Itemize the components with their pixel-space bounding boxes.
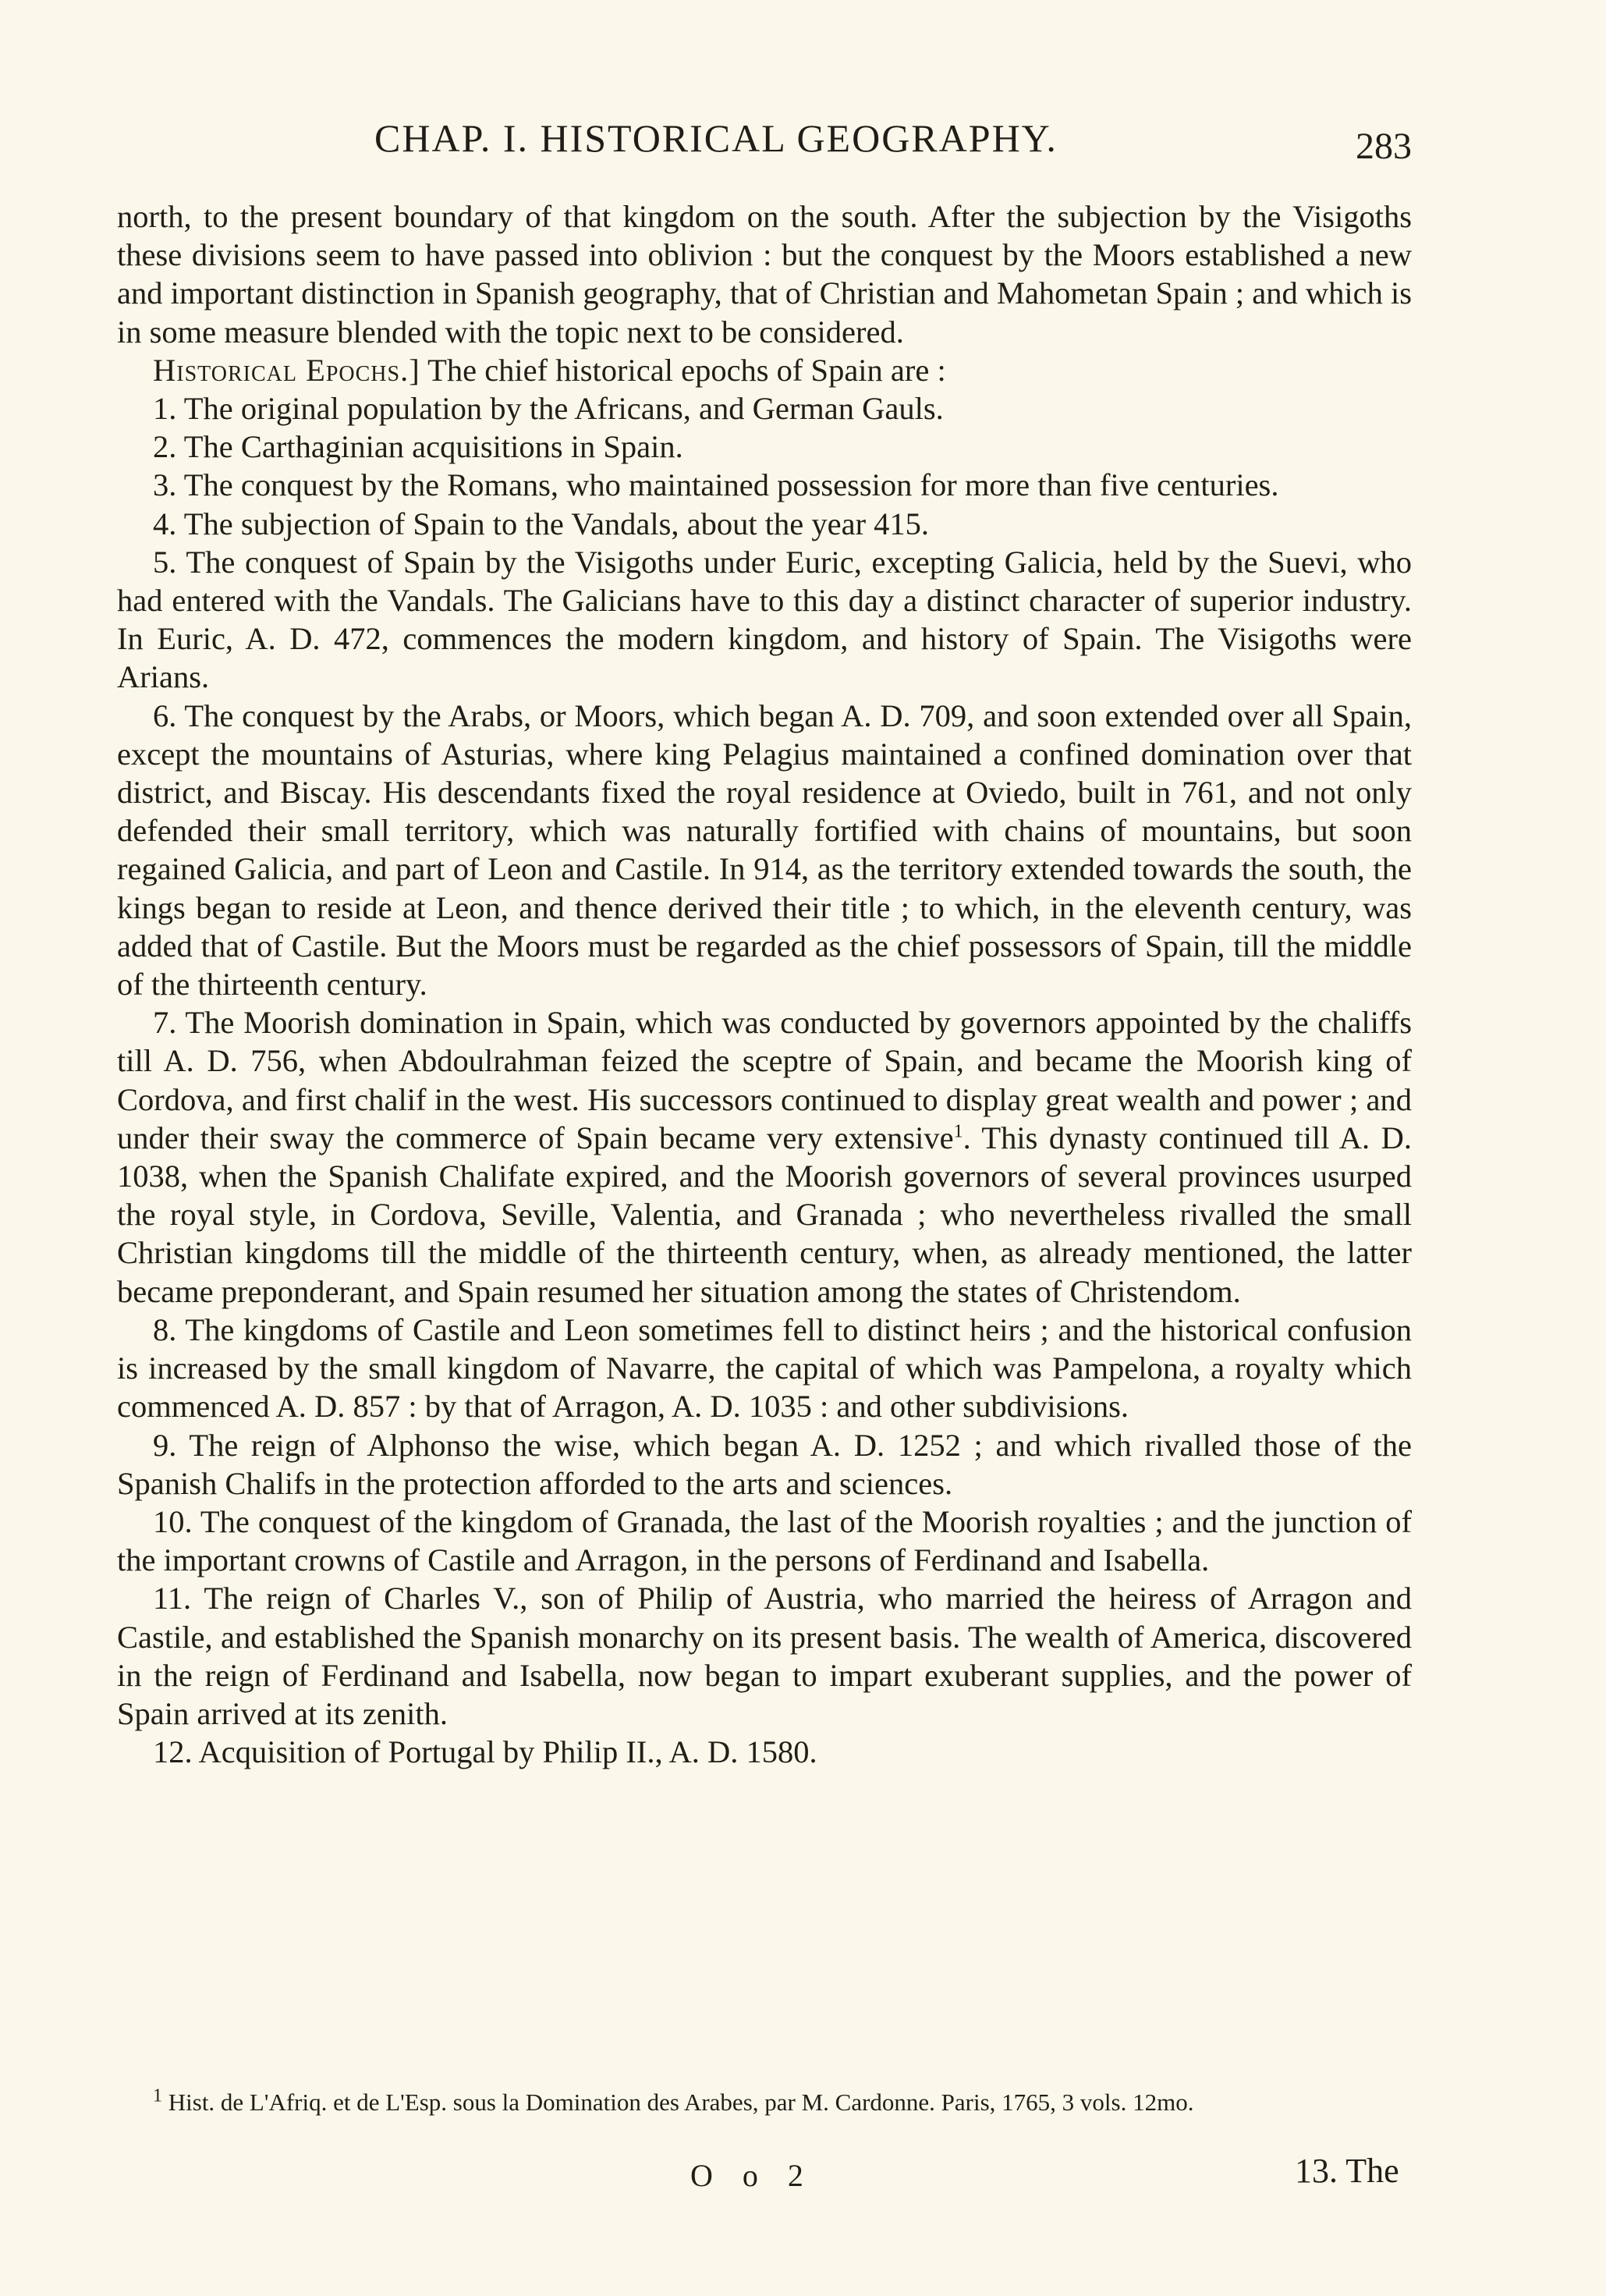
epoch-item-2: 2. The Carthaginian acquisitions in Spain. bbox=[153, 429, 683, 465]
section-lead: The chief historical epochs of Spain are : bbox=[427, 352, 946, 388]
epoch-item-12: 12. Acquisition of Portugal by Philip II., A. D. 1580. bbox=[153, 1734, 817, 1770]
printer-signature: O o 2 bbox=[690, 2158, 814, 2193]
main-text bbox=[117, 197, 1412, 1771]
epoch-item-9: 9. The reign of Alphonso the wise, which began A. D. 1252 ; and which rivalled those of the Spanish Chalifs in the protection afforded to the arts and sciences. bbox=[117, 1427, 1412, 1501]
intro-paragraph: north, to the present boundary of that kingdom on the south. After the subjection by the Visigoths these divisions seem to have passed into oblivion : but the conquest by the Moors established a new and important distinction in Spanish geography, that of Christian and Mahometan Spain ; and which is in some measure blended with the topic next to be considered. bbox=[117, 199, 1412, 350]
epoch-item-8: 8. The kingdoms of Castile and Leon sometimes fell to distinct heirs ; and the historical confusion is increased by the small kingdom of Navarre, the capital of which was Pampelona, a royalty which commenced A. D. 857 : by that of Arragon, A. D. 1035 : and other subdivisions. bbox=[117, 1311, 1412, 1425]
epoch-item-7 bbox=[117, 1003, 1412, 1311]
epoch-item-5: 5. The conquest of Spain by the Visigoths under Euric, excepting Galicia, held by the Suevi, who had entered with the Vandals. The Galicians have to this day a distinct character of superior industry. In Euric, A. D. 472, commences the modern kingdom, and history of Spain. The Visigoths were Arians. bbox=[117, 544, 1412, 695]
page-number: 283 bbox=[1356, 126, 1412, 167]
epoch-item-4: 4. The subjection of Spain to the Vandals, about the year 415. bbox=[153, 506, 930, 541]
epoch-7-text: 7. The Moorish domination in Spain, which was conducted by governors appointed by the chaliffs till A. D. 756, when Abdoulrahman feized the sceptre of Spain, and became the Moorish king of Cordova, and first chalif in the west. His successors continued to display great wealth and power ; and under their sway the commerce of Spain became very extensive bbox=[117, 1005, 1412, 1155]
footnote-text: Hist. de L'Afriq. et de L'Esp. sous la Domination des Arabes, par M. Cardonne. Paris, 1765, 3 vols. 12mo. bbox=[168, 2088, 1194, 2116]
epoch-item-6: 6. The conquest by the Arabs, or Moors, which began A. D. 709, and soon extended over all Spain, except the mountains of Asturias, where king Pelagius maintained a confined domination over that district, and Biscay. His descendants fixed the royal residence at Oviedo, built in 761, and not only defended their small territory, which was naturally fortified with chains of mountains, but soon regained Galicia, and part of Leon and Castile. In 914, as the territory extended towards the south, the kings began to reside at Leon, and thence derived their title ; to which, in the eleventh century, was added that of Castile. But the Moors must be regarded as the chief possessors of Spain, till the middle of the thirteenth century. bbox=[117, 697, 1412, 1003]
footnote-mark: 1 bbox=[153, 2085, 162, 2106]
section-heading: Historical Epochs.] bbox=[153, 352, 420, 388]
epoch-item-1: 1. The original population by the Africans, and German Gauls. bbox=[153, 391, 944, 427]
epoch-item-11: 11. The reign of Charles V., son of Philip of Austria, who married the heiress of Arragon and Castile, and established the Spanish monarchy on its present basis. The wealth of America, discovered in the reign of Ferdinand and Isabella, now began to impart exuberant supplies, and the power of Spain arrived at its zenith. bbox=[117, 1581, 1412, 1731]
section-heading-paragraph bbox=[117, 351, 1412, 389]
catchword: 13. The bbox=[1295, 2152, 1399, 2190]
epoch-item-10: 10. The conquest of the kingdom of Granada, the last of the Moorish royalties ; and the junction of the important crowns of Castile and Arragon, in the persons of Ferdinand and Isabella. bbox=[117, 1503, 1412, 1578]
running-header bbox=[117, 115, 1459, 167]
chapter-title: CHAP. I. HISTORICAL GEOGRAPHY. bbox=[374, 116, 1058, 160]
footnote bbox=[117, 2086, 1420, 2119]
epoch-7-text-continued: . This dynasty continued till A. D. 1038, when the Spanish Chalifate expired, and the Moorish governors of several provinces usurped the royal style, in Cordova, Seville, Valentia, and Granada ; who nevertheless rivalled the small Christian kingdoms till the middle of the thirteenth century, when, as already mentioned, the latter became preponderant, and Spain resumed her situation among the states of Christendom. bbox=[117, 1120, 1412, 1309]
epoch-item-3: 3. The conquest by the Romans, who maintained possession for more than five centuries. bbox=[153, 467, 1279, 503]
footnote-reference: 1 bbox=[953, 1121, 963, 1142]
